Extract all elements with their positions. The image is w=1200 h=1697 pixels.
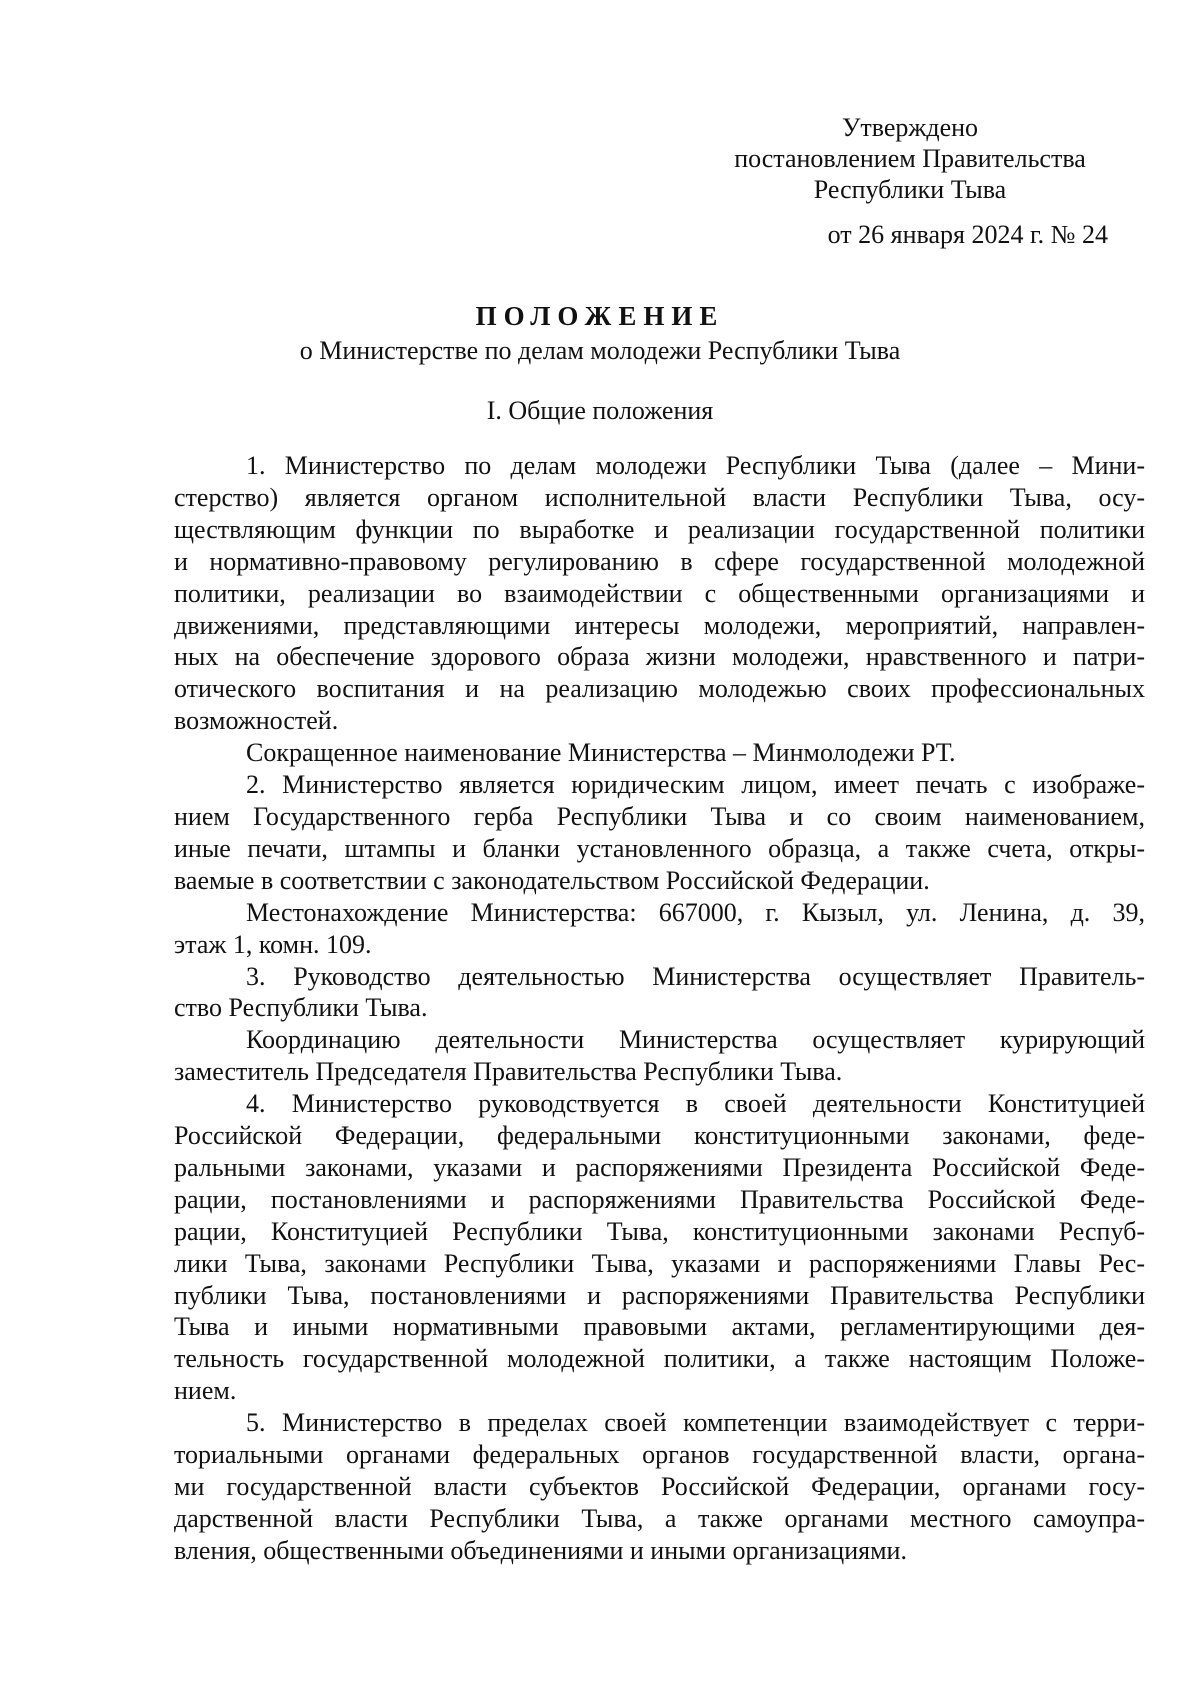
text-line: этаж 1, комн. 109. — [174, 929, 372, 959]
approval-line: Республики Тыва — [813, 175, 1007, 204]
text-line: возможностей. — [174, 706, 339, 736]
text-line: рации, постановлениями и распоряжениями Правительства Российской Феде- — [174, 1184, 1145, 1214]
section-heading: I. Общие положения — [486, 396, 714, 425]
paragraph — [174, 961, 1145, 1025]
text-line: и нормативно-правовому регулированию в сфере государственной молодежной — [174, 546, 1145, 576]
document-subtitle: о Министерстве по делам молодежи Республики Тыва — [299, 336, 901, 365]
text-line: движениями, представляющими интересы молодежи, мероприятий, направлен- — [174, 610, 1145, 640]
paragraph — [174, 1024, 1145, 1088]
approval-date: от 26 января 2024 г. № 24 — [827, 220, 1108, 249]
text-line: ториальными органами федеральных органов государственной власти, органа- — [174, 1440, 1145, 1470]
text-line: публики Тыва, постановлениями и распоряжениями Правительства Республики — [174, 1280, 1145, 1310]
text-line: 1. Министерство по делам молодежи Республики Тыва (далее – Мини- — [246, 451, 1145, 480]
paragraph — [174, 450, 1145, 737]
text-line: 2. Министерство является юридическим лицом, имеет печать с изображе- — [246, 770, 1145, 800]
text-line: лики Тыва, законами Республики Тыва, указами и распоряжениями Главы Рес- — [174, 1248, 1145, 1278]
text-line: ществляющим функции по выработке и реализации государственной политики — [174, 514, 1145, 544]
text-line: дарственной власти Республики Тыва, а также органами местного самоупра- — [174, 1503, 1145, 1533]
text-line: 3. Руководство деятельностью Министерства осуществляет Правитель- — [246, 961, 1145, 991]
paragraph — [174, 769, 1145, 897]
text-line: иные печати, штампы и бланки установленного образца, а также счета, откры- — [174, 833, 1145, 863]
document-title: ПОЛОЖЕНИЕ — [475, 301, 725, 331]
text-line: 5. Министерство в пределах своей компетенции взаимодействует с терри- — [246, 1408, 1145, 1438]
text-line: Сокращенное наименование Министерства – Минмолодежи РТ. — [246, 738, 956, 768]
approval-line: Утверждено — [841, 113, 979, 142]
text-line: нием. — [174, 1376, 237, 1406]
text-line: Российской Федерации, федеральными конституционными законами, феде- — [174, 1121, 1145, 1151]
text-line: ство Республики Тыва. — [174, 993, 428, 1023]
paragraph — [174, 737, 1145, 769]
paragraph — [174, 1407, 1145, 1567]
approval-stamp — [700, 112, 1120, 250]
text-line: Местонахождение Министерства: 667000, г. Кызыл, ул. Ленина, д. 39, — [246, 897, 1145, 927]
text-line: стерство) является органом исполнительной власти Республики Тыва, осу- — [174, 482, 1145, 512]
text-line: отического воспитания и на реализацию молодежью своих профессиональных — [174, 674, 1145, 704]
text-line: рации, Конституцией Республики Тыва, конституционными законами Респуб- — [174, 1216, 1145, 1246]
text-line: ми государственной власти субъектов Российской Федерации, органами госу- — [174, 1472, 1145, 1501]
text-line: 4. Министерство руководствуется в своей деятельности Конституцией — [246, 1089, 1145, 1119]
paragraph — [174, 1088, 1145, 1407]
text-line: тельность государственной молодежной политики, а также настоящим Положе- — [174, 1344, 1145, 1374]
paragraph — [174, 897, 1145, 961]
text-line: ваемые в соответствии с законодательством Российской Федерации. — [174, 865, 930, 895]
text-line: Тыва и иными нормативными правовыми актами, регламентирующими дея- — [174, 1312, 1145, 1342]
text-line: ных на обеспечение здорового образа жизни молодежи, нравственного и патри- — [174, 642, 1145, 672]
text-line: заместитель Председателя Правительства Республики Тыва. — [174, 1057, 843, 1087]
text-line: нием Государственного герба Республики Тыва и со своим наименованием, — [174, 801, 1145, 831]
text-line: Координацию деятельности Министерства осуществляет курирующий — [246, 1025, 1145, 1055]
approval-line: постановлением Правительства — [734, 144, 1086, 173]
text-line: политики, реализации во взаимодействии с общественными организациями и — [174, 578, 1145, 608]
document-body — [174, 450, 1145, 1567]
text-line: ральными законами, указами и распоряжениями Президента Российской Феде- — [174, 1152, 1145, 1182]
text-line: вления, общественными объединениями и иными организациями. — [174, 1535, 907, 1565]
